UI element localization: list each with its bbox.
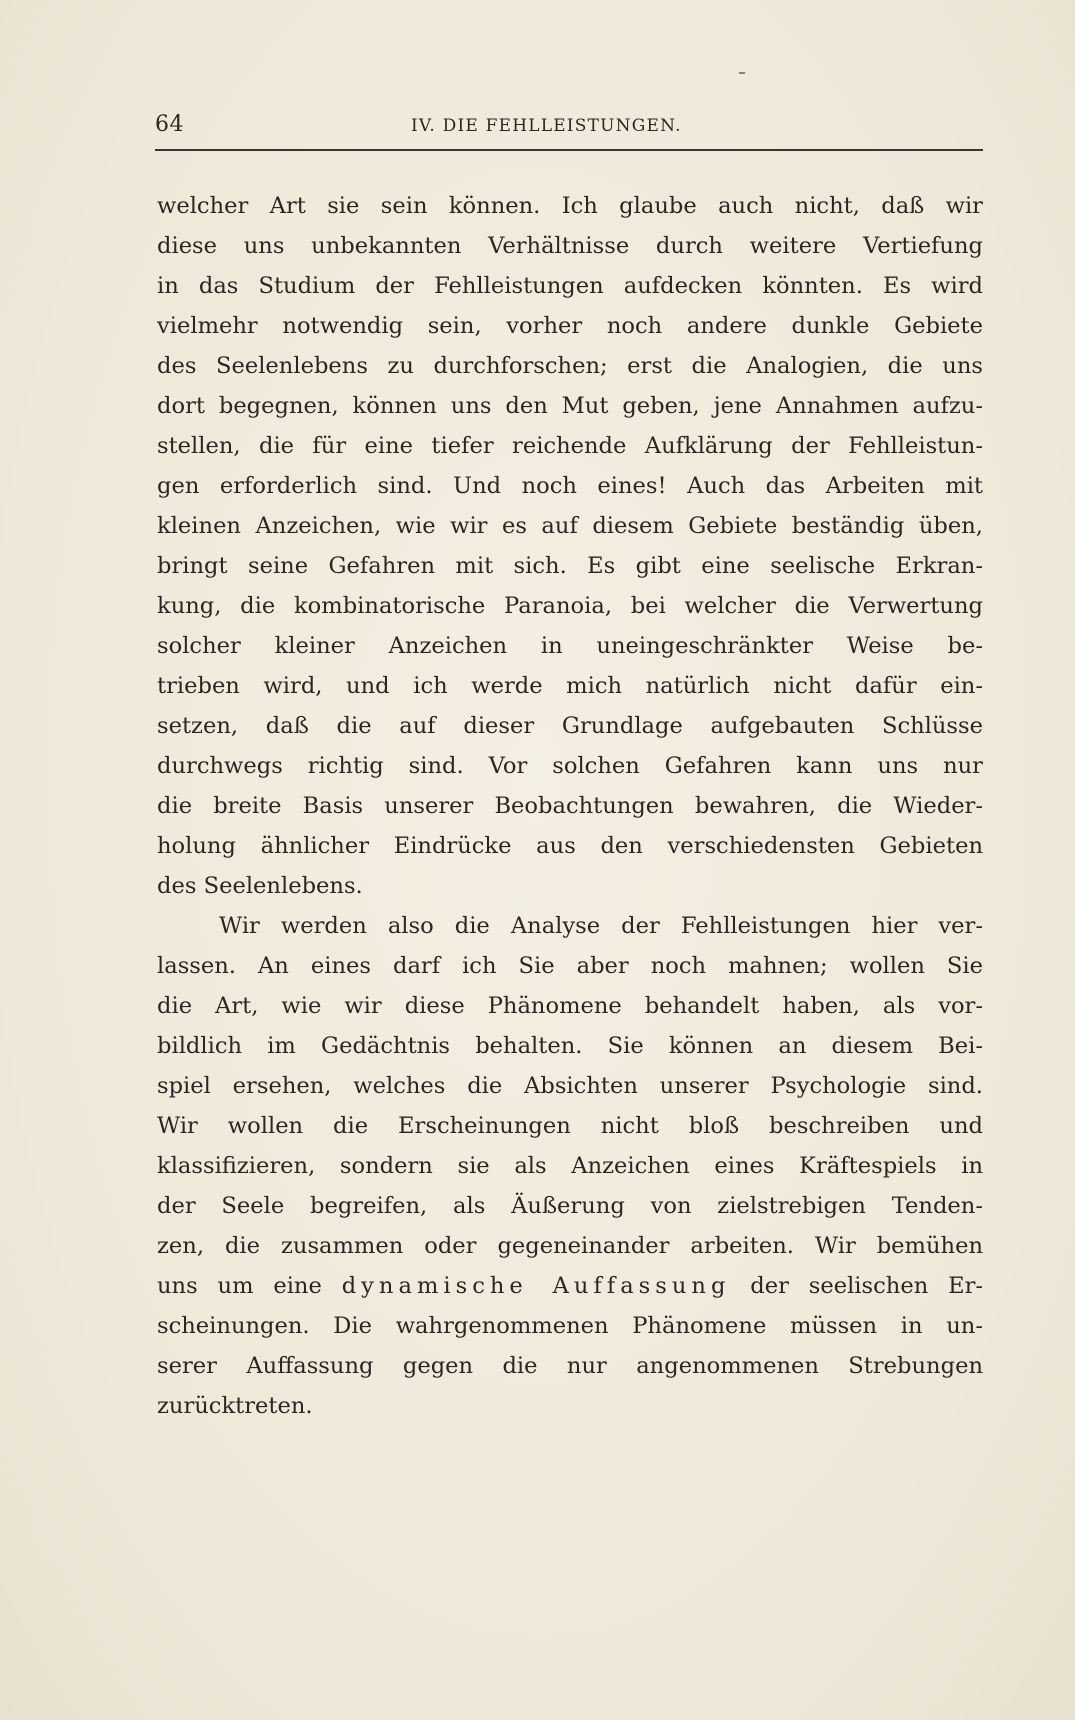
text-line: vielmehr notwendig sein, vorher noch andere dunkle Gebiete (157, 313, 983, 339)
text-line: der Seele begreifen, als Äußerung von zielstrebigen Tenden- (157, 1193, 983, 1219)
text-line: bildlich im Gedächtnis behalten. Sie können an diesem Bei- (157, 1033, 983, 1059)
header-rule (155, 149, 983, 151)
text-line: lassen. An eines darf ich Sie aber noch mahnen; wollen Sie (157, 953, 983, 979)
text-line: stellen, die für eine tiefer reichende Aufklärung der Fehlleistun- (157, 433, 983, 459)
text-line: spiel ersehen, welches die Absichten unserer Psychologie sind. (157, 1073, 983, 1099)
text-line: diese uns unbekannten Verhältnisse durch weitere Vertiefung (157, 233, 983, 259)
print-mark (739, 72, 745, 74)
text-line: klassifizieren, sondern sie als Anzeichen eines Kräftespiels in (157, 1153, 983, 1179)
text-line: die Art, wie wir diese Phänomene behandelt haben, als vor- (157, 993, 983, 1019)
line-text-after: der seelischen Er- (750, 1273, 984, 1299)
text-line: bringt seine Gefahren mit sich. Es gibt eine seelische Erkran- (157, 553, 983, 579)
text-line: setzen, daß die auf dieser Grundlage aufgebauten Schlüsse (157, 713, 983, 739)
text-line: zen, die zusammen oder gegeneinander arbeiten. Wir bemühen (157, 1233, 983, 1259)
text-line: in das Studium der Fehlleistungen aufdecken könnten. Es wird (157, 273, 983, 299)
text-line: welcher Art sie sein können. Ich glaube auch nicht, daß wir (157, 193, 983, 219)
text-line: trieben wird, und ich werde mich natürlich nicht dafür ein- (157, 673, 983, 699)
text-line-with-emphasis (157, 1266, 983, 1306)
text-line: scheinungen. Die wahrgenommenen Phänomene müssen in un- (157, 1313, 983, 1339)
text-line: gen erforderlich sind. Und noch eines! Auch das Arbeiten mit (157, 473, 983, 499)
text-line: serer Auffassung gegen die nur angenommenen Strebungen (157, 1353, 983, 1379)
running-head: IV. DIE FEHLLEISTUNGEN. (411, 116, 682, 136)
paragraph-end-line: des Seelenlebens. (157, 873, 363, 899)
paragraph-first-line: Wir werden also die Analyse der Fehlleistungen hier ver- (219, 913, 983, 939)
text-line: dort begegnen, können uns den Mut geben, jene Annahmen aufzu- (157, 393, 983, 419)
text-line: durchwegs richtig sind. Vor solchen Gefahren kann uns nur (157, 753, 983, 779)
body-text (157, 186, 983, 1426)
page-header (155, 112, 983, 148)
text-line: des Seelenlebens zu durchforschen; erst die Analogien, die uns (157, 353, 983, 379)
text-line: Wir wollen die Erscheinungen nicht bloß beschreiben und (157, 1113, 983, 1139)
text-line: die breite Basis unserer Beobachtungen bewahren, die Wieder- (157, 793, 983, 819)
text-line: solcher kleiner Anzeichen in uneingeschränkter Weise be- (157, 633, 983, 659)
text-line: kung, die kombinatorische Paranoia, bei welcher die Verwertung (157, 593, 983, 619)
page-number: 64 (155, 112, 184, 137)
text-line: holung ähnlicher Eindrücke aus den verschiedensten Gebieten (157, 833, 983, 859)
paragraph-end-line: zurücktreten. (157, 1393, 313, 1419)
line-text-before: uns um eine (157, 1273, 322, 1299)
spaced-emphasis: dynamische Auffassung (341, 1273, 731, 1299)
text-line: kleinen Anzeichen, wie wir es auf diesem Gebiete beständig üben, (157, 513, 983, 539)
